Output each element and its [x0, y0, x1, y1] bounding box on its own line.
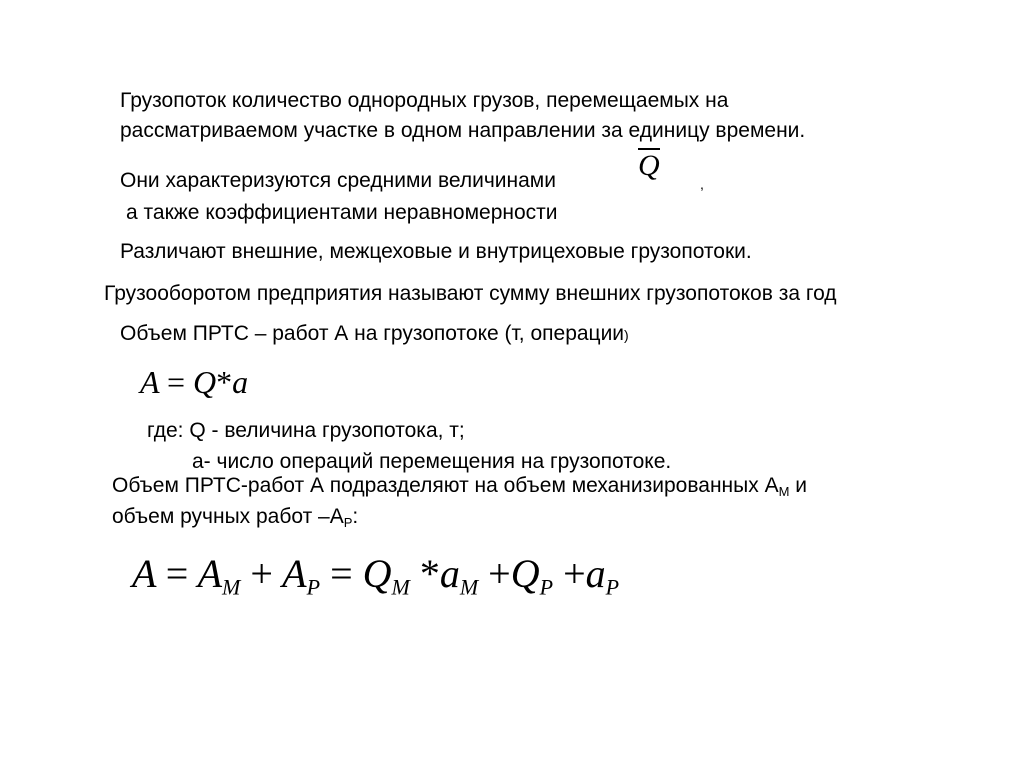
formula1-A: A [140, 364, 159, 400]
formula2-plus-3: + [563, 551, 586, 596]
formula2-ap: a [585, 551, 606, 596]
averages-line: Они характеризуются средними величинами [120, 169, 556, 192]
formula2-Qm: Q [362, 551, 392, 596]
formula1-a: a [232, 364, 249, 400]
subscript-m: М [778, 484, 790, 499]
volume-text: Объем ПРТС – работ А на грузопотоке (т, операции [120, 322, 625, 345]
formula-work-volume [140, 360, 248, 404]
subdivision-line-2 [112, 502, 358, 538]
subdivision-text-2b: : [352, 505, 359, 528]
formula2-sub-p1: P [306, 574, 321, 600]
formula2-Am: A [197, 551, 222, 596]
formula2-sub-p3: P [605, 574, 620, 600]
formula2-equals-2: = [330, 551, 353, 596]
formula2-A: A [132, 551, 156, 596]
coefficients-line: а также коэффициентами неравномерности [126, 201, 558, 224]
formula2-sub-m2: M [391, 574, 410, 600]
formula2-sub-p2: P [539, 574, 554, 600]
turnover-definition: Грузооборотом предприятия называют сумму внешних грузопотоков за год [104, 282, 837, 305]
formula1-equals: = [166, 364, 186, 400]
definition-line-1: Грузопоток количество однородных грузов, перемещаемых на [120, 89, 729, 112]
formula2-plus-2: + [488, 551, 511, 596]
q-average-symbol: Q [638, 149, 660, 182]
formula1-star: * [216, 364, 233, 400]
formula-work-split [132, 548, 619, 614]
where-line-2: а- число операций перемещения на грузопотоке. [192, 450, 672, 473]
formula2-am: a [439, 551, 460, 596]
volume-line [120, 319, 629, 350]
formula2-equals-1: = [165, 551, 189, 596]
subscript-p: Р [343, 515, 353, 530]
subdivision-text-1b: и [789, 474, 808, 497]
comma: , [700, 176, 704, 192]
formula2-Ap: A [282, 551, 307, 596]
formula2-sub-m1: M [222, 574, 241, 600]
formula2-sub-m3: M [459, 574, 479, 600]
formula1-Q: Q [193, 364, 217, 400]
where-line-1: где: Q - величина грузопотока, т; [147, 419, 465, 442]
subdivision-text-2: объем ручных работ –А [112, 505, 344, 528]
formula2-plus-1: + [250, 551, 273, 596]
flow-types-text: Различают внешние, межцеховые и внутрицеховые грузопотоки. [120, 240, 752, 263]
formula2-star: * [419, 551, 440, 596]
definition-line-2: рассматриваемом участке в одном направлении за единицу времени. [120, 119, 806, 142]
volume-close-paren: ) [624, 327, 629, 343]
subdivision-text-1: Объем ПРТС-работ А подразделяют на объем механизированных А [112, 474, 779, 497]
formula2-Qp: Q [510, 551, 540, 596]
